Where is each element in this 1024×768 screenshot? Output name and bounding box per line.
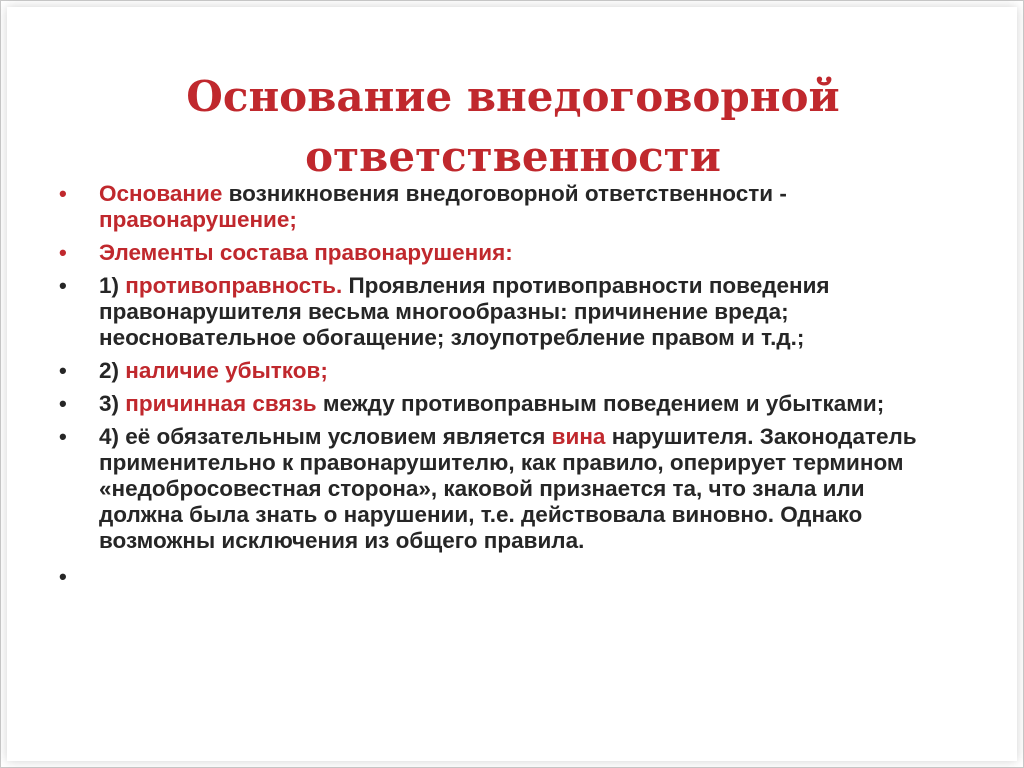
bullet-item-basis: [53, 181, 953, 233]
item-number: 2): [99, 358, 126, 383]
title-line-1: Основание внедоговорной: [186, 72, 840, 122]
highlight-elements: Элементы состава правонарушения:: [99, 240, 513, 265]
highlight-basis: Основание: [99, 181, 223, 206]
bullet-item-guilt: [53, 424, 953, 554]
bullet-marker: •: [59, 358, 67, 383]
bullet-item-causation: [53, 391, 953, 417]
bullet-text: возникновения внедоговорной ответственности -: [222, 181, 787, 206]
highlight-causation: причинная связь: [125, 391, 317, 416]
slide-title: [1, 67, 1024, 187]
bullet-marker: •: [59, 181, 67, 206]
bullet-marker: •: [59, 273, 67, 298]
bullet-marker: •: [59, 564, 67, 589]
bullet-list: [53, 181, 953, 597]
bullet-marker: •: [59, 424, 67, 449]
bullet-text: нарушителя. Законодатель применительно к правонарушителю, как правило, оперирует термином «недобросовестная сторона», каковой признается та, что знала или должна была знать о нарушении, т.е. действовала виновно. Однако возможны исключения из общего правила.: [99, 424, 917, 553]
highlight-offense: правонарушение;: [99, 207, 297, 232]
highlight-guilt: вина: [551, 424, 606, 449]
item-number: 1): [99, 273, 126, 298]
item-number: 4) её обязательным условием является: [99, 424, 552, 449]
bullet-item-unlawfulness: [53, 273, 953, 351]
highlight-losses: наличие убытков;: [125, 358, 328, 383]
bullet-item-empty: [53, 564, 953, 590]
bullet-item-losses: [53, 358, 953, 384]
item-number: 3): [99, 391, 126, 416]
highlight-unlawfulness: противоправность.: [125, 273, 343, 298]
bullet-text: Проявления противоправности поведения правонарушителя весьма многообразны: причинение вреда; неосновательное обогащение; злоупотребление правом и т.д.;: [99, 273, 830, 350]
bullet-text: между противоправным поведением и убытками;: [316, 391, 885, 416]
title-line-2: ответственности: [305, 132, 721, 182]
bullet-marker: •: [59, 391, 67, 416]
bullet-marker: •: [59, 240, 67, 265]
bullet-item-elements: [53, 240, 953, 266]
